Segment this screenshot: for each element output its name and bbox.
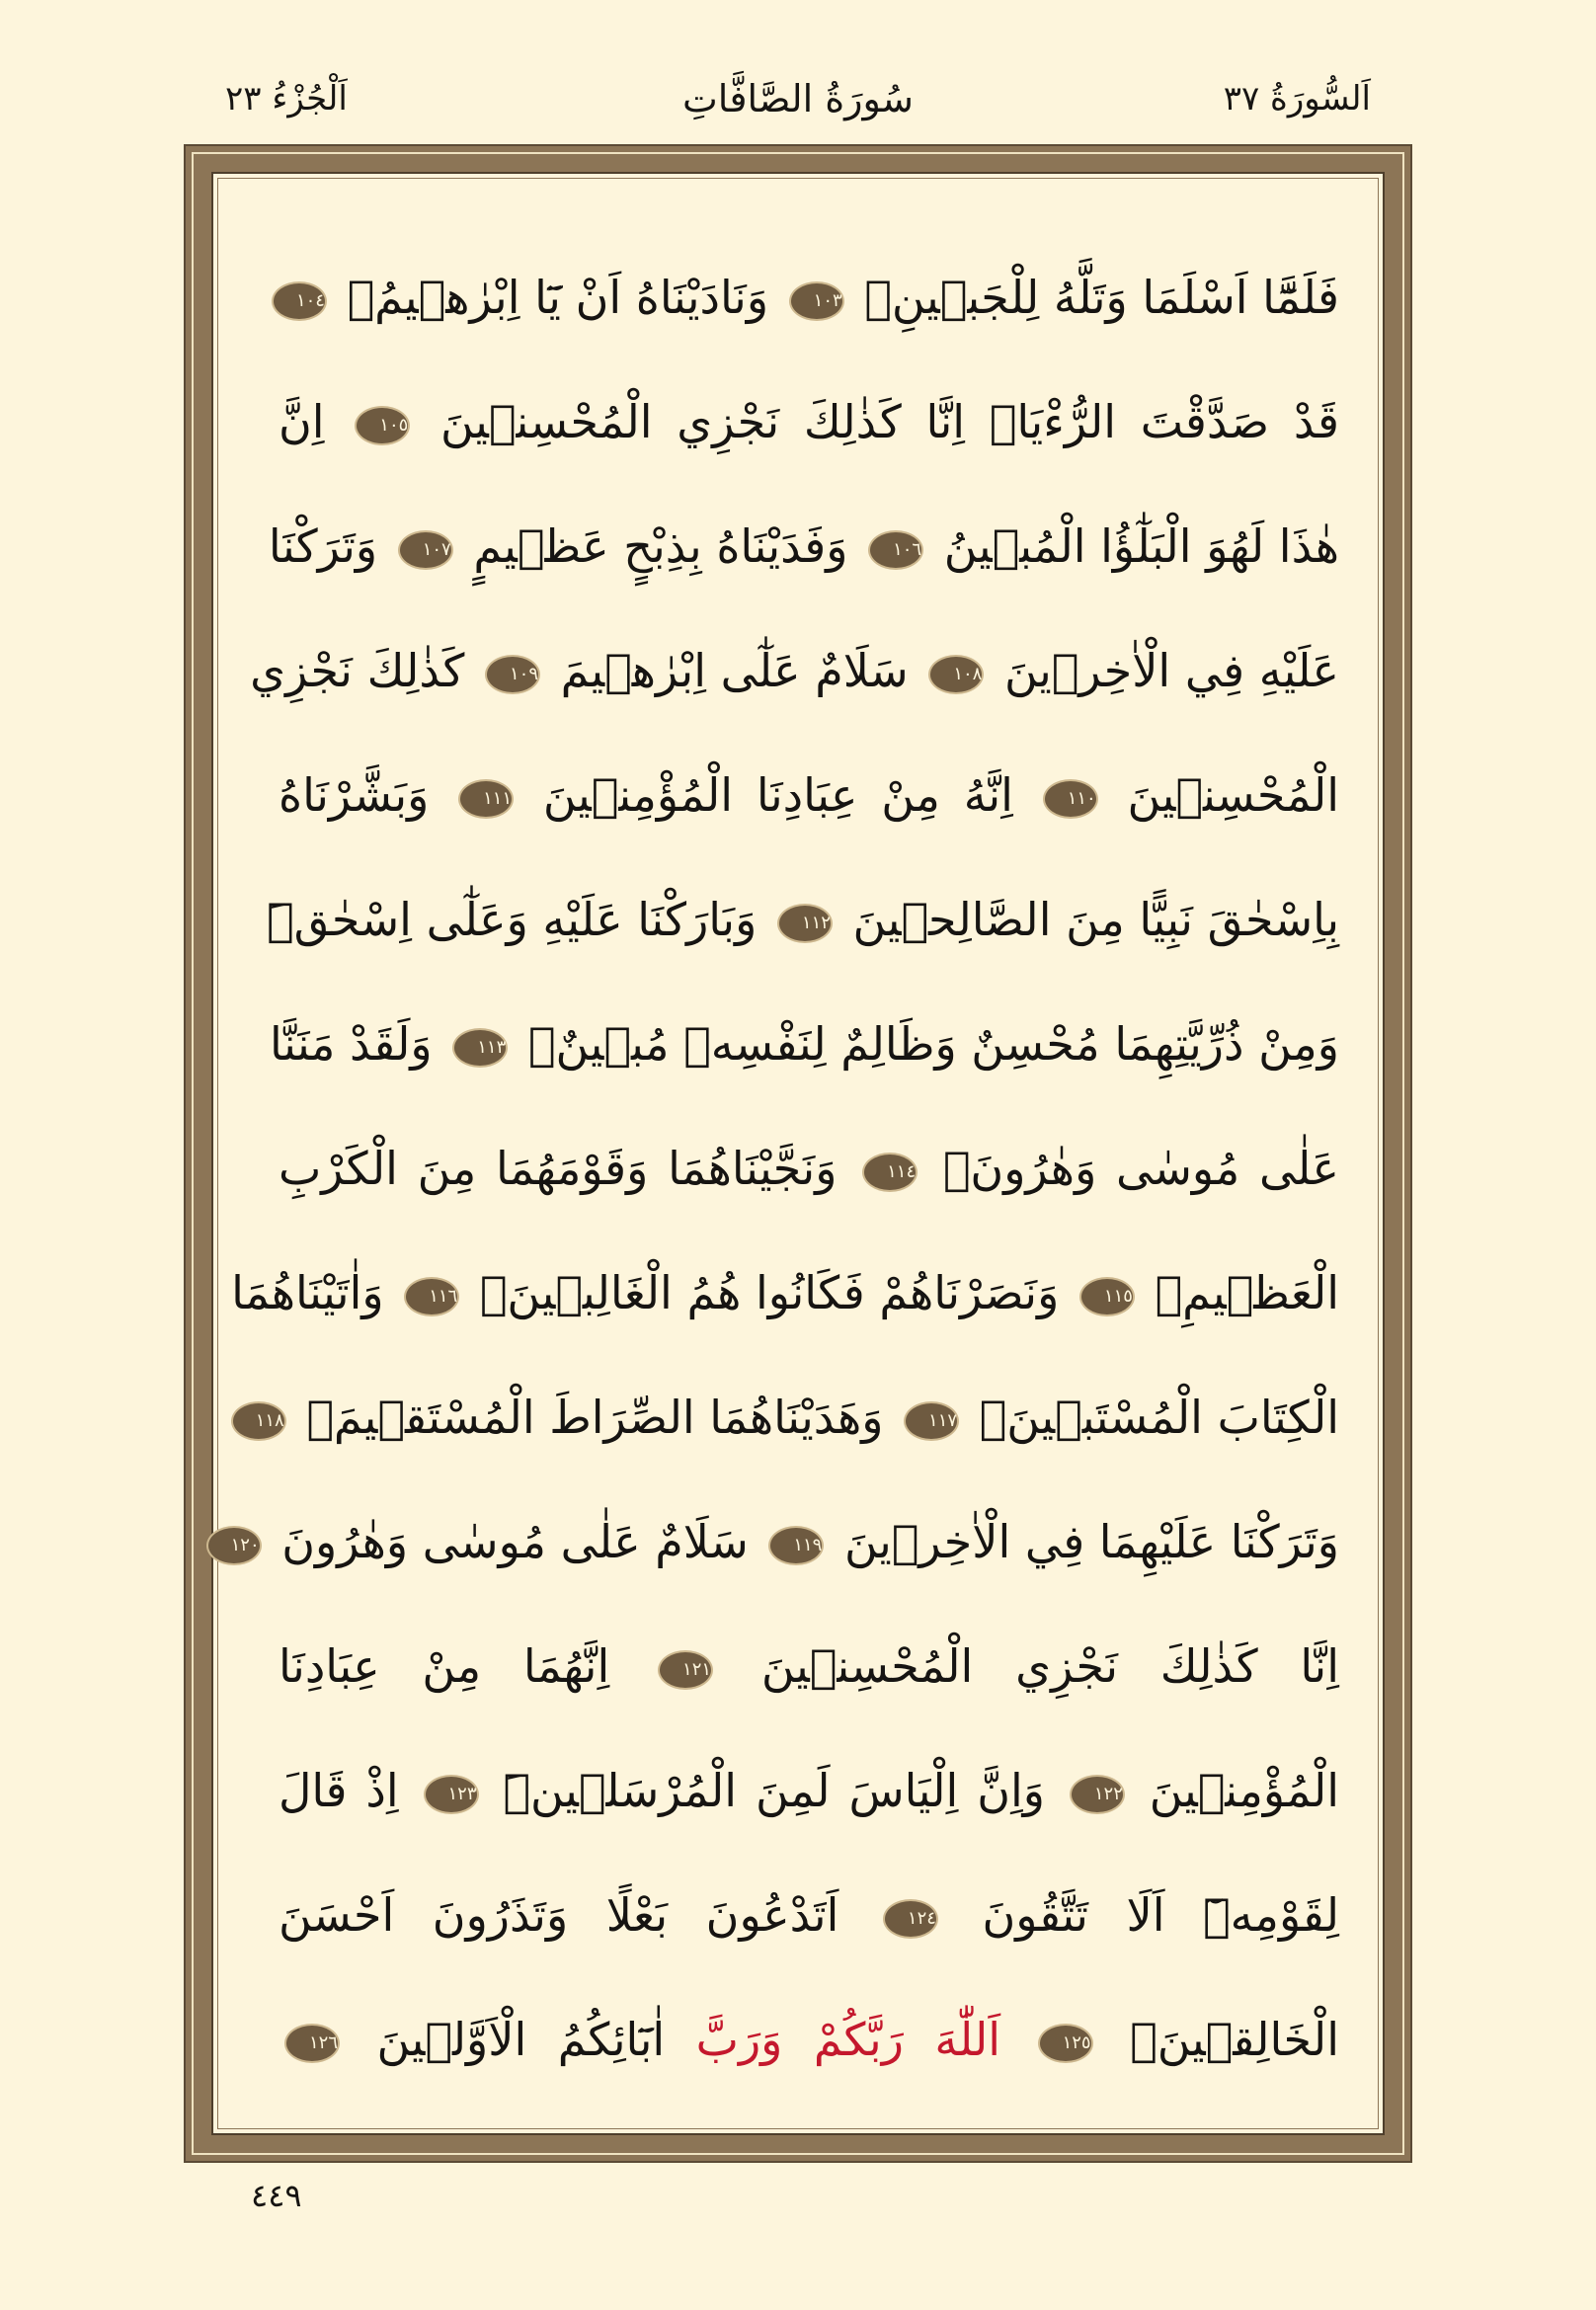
ayah-number-marker: ١٢٢ bbox=[1070, 1775, 1125, 1814]
verse-text: وَنَجَّيْنَاهُمَا وَقَوْمَهُمَا مِنَ الْكَرْبِ bbox=[279, 1142, 857, 1195]
surah-number-label: اَلسُّورَةُ ٣٧ bbox=[1223, 79, 1371, 119]
quran-text-body bbox=[230, 235, 1339, 2110]
text-line bbox=[230, 1479, 1339, 1604]
verse-text: وَتَرَكْنَا bbox=[268, 519, 392, 573]
ayah-number-marker: ١١١ bbox=[458, 779, 514, 819]
ayah-number-marker: ١٠٥ bbox=[355, 406, 410, 445]
verse-text: اَتَدْعُونَ بَعْلًا وَتَذَرُونَ اَحْسَنَ bbox=[279, 1888, 877, 1942]
ayah-number-marker: ١١٥ bbox=[1079, 1277, 1135, 1316]
ayah-number-marker: ١٠٩ bbox=[485, 655, 540, 694]
verse-text: وَاٰتَيْنَاهُمَا bbox=[231, 1266, 399, 1319]
surah-title: سُورَةُ الصَّافَّاتِ bbox=[682, 77, 914, 120]
verse-text: عَلٰى مُوسٰى وَهٰرُونَۚ bbox=[923, 1142, 1339, 1195]
ayah-number-marker: ١١٣ bbox=[452, 1028, 508, 1068]
ayah-number-marker: ١٢٤ bbox=[883, 1899, 938, 1939]
verse-text: اِنَّا كَذٰلِكَ نَجْزِي الْمُحْسِن۪ينَ bbox=[719, 1639, 1339, 1693]
text-line bbox=[279, 359, 1339, 484]
verse-text: قَدْ صَدَّقْتَ الرُّءْيَاۚ اِنَّا كَذٰلِكَ نَجْزِي الْمُحْسِن۪ينَ bbox=[416, 395, 1339, 448]
ayah-number-marker: ١٢٥ bbox=[1038, 2024, 1093, 2063]
ayah-number-marker: ١٢٦ bbox=[284, 2024, 340, 2063]
ayah-number-marker: ١١٧ bbox=[904, 1401, 959, 1441]
verse-text: وَلَقَدْ مَنَنَّا bbox=[269, 1017, 447, 1071]
text-line bbox=[279, 1977, 1339, 2102]
ayah-number-marker: ١٠٤ bbox=[272, 281, 327, 321]
verse-text: هٰذَا لَهُوَ الْبَلٰٓؤُا الْمُب۪ينُ bbox=[929, 519, 1339, 573]
page-header bbox=[0, 69, 1596, 128]
ayah-number-marker: ١١٢ bbox=[777, 904, 833, 943]
text-line bbox=[279, 1604, 1339, 1728]
text-line bbox=[231, 1231, 1339, 1355]
frame-border bbox=[192, 152, 1404, 2155]
verse-text: وَنَصَرْنَاهُمْ فَكَانُوا هُمُ الْغَالِب۪ينَۚ bbox=[465, 1266, 1074, 1319]
verse-text: وَنَادَيْنَاهُ اَنْ يَٓا اِبْرٰه۪يمُۙ bbox=[332, 271, 783, 324]
verse-text: فَلَمَّٓا اَسْلَمَا وَتَلَّهُ لِلْجَب۪ينِۚ bbox=[849, 271, 1339, 324]
verse-text: عَلَيْهِ فِي الْاٰخِر۪ينَ bbox=[990, 644, 1339, 697]
text-panel bbox=[211, 172, 1385, 2135]
juz-label: اَلْجُزْءُ ٢٣ bbox=[225, 79, 348, 119]
verse-text: وَاِنَّ اِلْيَاسَ لَمِنَ الْمُرْسَل۪ينَۜ bbox=[484, 1764, 1064, 1817]
text-line bbox=[266, 857, 1339, 982]
verse-text: الْمُحْسِن۪ينَ bbox=[1103, 768, 1339, 822]
text-line bbox=[279, 235, 1339, 359]
verse-text: سَلَامٌ عَلٰٓى اِبْرٰه۪يمَ bbox=[546, 644, 923, 697]
verse-text: اِنَّهُمَا مِنْ عِبَادِنَا bbox=[279, 1639, 653, 1693]
page-number: ٤٤٩ bbox=[251, 2177, 302, 2214]
ayah-number-marker: ١٠٨ bbox=[928, 655, 984, 694]
verse-text: بِاِسْحٰقَ نَبِيًّا مِنَ الصَّالِح۪ينَ bbox=[838, 893, 1339, 946]
verse-text: الْكِتَابَ الْمُسْتَب۪ينَۚ bbox=[965, 1391, 1339, 1444]
verse-text: وَهَدَيْنَاهُمَا الصِّرَاطَ الْمُسْتَق۪يمَۚ bbox=[291, 1391, 899, 1444]
text-line bbox=[269, 982, 1339, 1106]
verse-text: اٰبَٓائِكُمُ الْاَوَّل۪ينَ bbox=[346, 2013, 666, 2066]
ayah-number-marker: ١٠٧ bbox=[398, 530, 453, 570]
ayah-number-marker: ١٢١ bbox=[658, 1650, 713, 1690]
verse-text: اِنَّ bbox=[279, 395, 350, 448]
verse-text: وَبَشَّرْنَاهُ bbox=[279, 768, 453, 822]
ayah-number-marker: ١٢٠ bbox=[206, 1526, 262, 1565]
ayah-number-marker: ١٢٣ bbox=[424, 1775, 479, 1814]
ayah-number-marker: ١١٠ bbox=[1043, 779, 1098, 819]
highlighted-verse-text: اَللّٰهَ رَبَّكُمْ وَرَبَّ bbox=[665, 2013, 1032, 2066]
text-line bbox=[279, 1853, 1339, 1977]
verse-text: لِقَوْمِه۪ٓ اَلَا تَتَّقُونَ bbox=[943, 1888, 1339, 1942]
ayah-number-marker: ١١٨ bbox=[231, 1401, 286, 1441]
text-line bbox=[250, 608, 1339, 733]
ayah-number-marker: ١٠٣ bbox=[789, 281, 844, 321]
page-frame bbox=[184, 144, 1412, 2163]
verse-text: وَفَدَيْنَاهُ بِذِبْحٍ عَظ۪يمٍ bbox=[458, 519, 863, 573]
verse-text: الْعَظ۪يمِۚ bbox=[1140, 1266, 1339, 1319]
verse-text: سَلَامٌ عَلٰى مُوسٰى وَهٰرُونَ bbox=[267, 1515, 763, 1568]
verse-text: وَمِنْ ذُرِّيَّتِهِمَا مُحْسِنٌ وَظَالِمٌ لِنَفْسِه۪ مُب۪ينٌ۟ bbox=[514, 1017, 1339, 1071]
text-line bbox=[279, 733, 1339, 857]
verse-text: اِذْ قَالَ bbox=[279, 1764, 418, 1817]
text-line bbox=[268, 484, 1339, 608]
verse-text: وَبَارَكْنَا عَلَيْهِ وَعَلٰٓى اِسْحٰقَۜ bbox=[266, 893, 771, 946]
text-line bbox=[279, 1728, 1339, 1853]
verse-text: كَذٰلِكَ نَجْزِي bbox=[250, 644, 480, 697]
verse-text: الْخَالِق۪ينَۙ bbox=[1098, 2013, 1339, 2066]
ayah-number-marker: ١١٦ bbox=[404, 1277, 459, 1316]
verse-text: وَتَرَكْنَا عَلَيْهِمَا فِي الْاٰخِر۪ينَ bbox=[830, 1515, 1339, 1568]
ayah-number-marker: ١١٩ bbox=[768, 1526, 824, 1565]
text-line bbox=[279, 1106, 1339, 1231]
text-line bbox=[255, 1355, 1339, 1479]
ayah-number-marker: ١١٤ bbox=[862, 1153, 918, 1192]
ayah-number-marker: ١٠٦ bbox=[868, 530, 923, 570]
verse-text: الْمُؤْمِن۪ينَ bbox=[1130, 1764, 1339, 1817]
verse-text: اِنَّهُ مِنْ عِبَادِنَا الْمُؤْمِن۪ينَ bbox=[519, 768, 1037, 822]
